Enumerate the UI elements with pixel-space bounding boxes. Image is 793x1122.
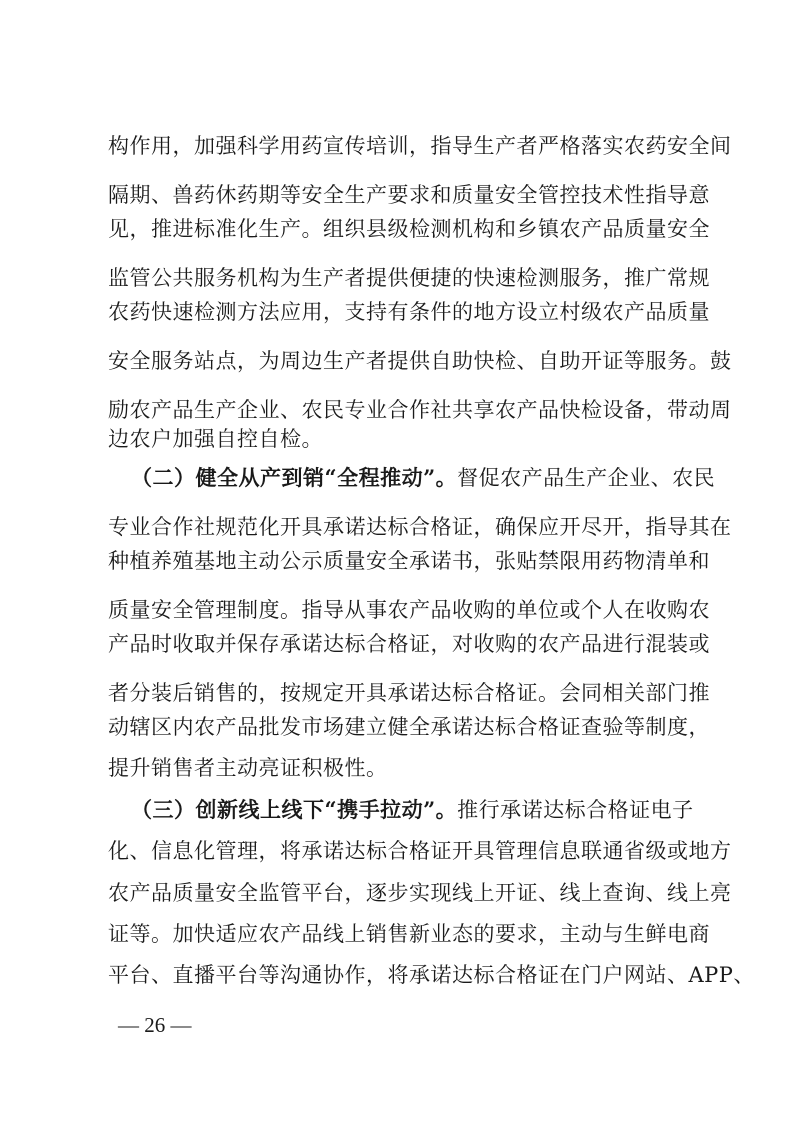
section-2-heading: （二）健全从产到销“全程推动”。 <box>131 465 458 490</box>
text-line: 隔期、兽药休药期等安全生产要求和质量安全管控技术性指导意 <box>108 183 710 207</box>
text-line: 平台、直播平台等沟通协作，将承诺达标合格证在门户网站、APP、 <box>108 963 755 987</box>
section-3-first-line <box>131 794 694 826</box>
text-line: 种植养殖基地主动公示质量安全承诺书，张贴禁限用药物清单和 <box>108 549 710 573</box>
text-line: 提升销售者主动亮证积极性。 <box>108 756 388 780</box>
text-line: 证等。加快适应农产品线上销售新业态的要求，主动与生鲜电商 <box>108 922 710 946</box>
text-line: 者分装后销售的，按规定开具承诺达标合格证。会同相关部门推 <box>108 681 710 705</box>
text-line: 农产品质量安全监管平台，逐步实现线上开证、线上查询、线上亮 <box>108 881 732 905</box>
text-line: 构作用，加强科学用药宣传培训，指导生产者严格落实农药安全间 <box>108 134 732 158</box>
section-2-first-text: 督促农产品生产企业、农民 <box>457 466 716 490</box>
text-line: 产品时收取并保存承诺达标合格证，对收购的农产品进行混装或 <box>108 632 710 656</box>
section-2-first-line <box>131 462 716 494</box>
text-line: 专业合作社规范化开具承诺达标合格证，确保应开尽开，指导其在 <box>108 515 732 539</box>
text-line: 动辖区内农产品批发市场建立健全承诺达标合格证查验等制度， <box>108 715 710 739</box>
text-line: 见，推进标准化生产。组织县级检测机构和乡镇农产品质量安全 <box>108 217 710 241</box>
text-line: 农药快速检测方法应用，支持有条件的地方设立村级农产品质量 <box>108 300 710 324</box>
section-3-first-text: 推行承诺达标合格证电子 <box>457 798 694 822</box>
text-line: 励农产品生产企业、农民专业合作社共享农产品快检设备，带动周 <box>108 398 732 422</box>
text-line: 边农户加强自控自检。 <box>108 427 323 451</box>
text-line: 化、信息化管理，将承诺达标合格证开具管理信息联通省级或地方 <box>108 839 732 863</box>
section-3-heading: （三）创新线上线下“携手拉动”。 <box>131 797 458 822</box>
text-line: 监管公共服务机构为生产者提供便捷的快速检测服务，推广常规 <box>108 266 710 290</box>
page-number: — 26 — <box>118 1013 192 1037</box>
text-line: 质量安全管理制度。指导从事农产品收购的单位或个人在收购农 <box>108 598 710 622</box>
text-line: 安全服务站点，为周边生产者提供自助快检、自助开证等服务。鼓 <box>108 349 732 373</box>
